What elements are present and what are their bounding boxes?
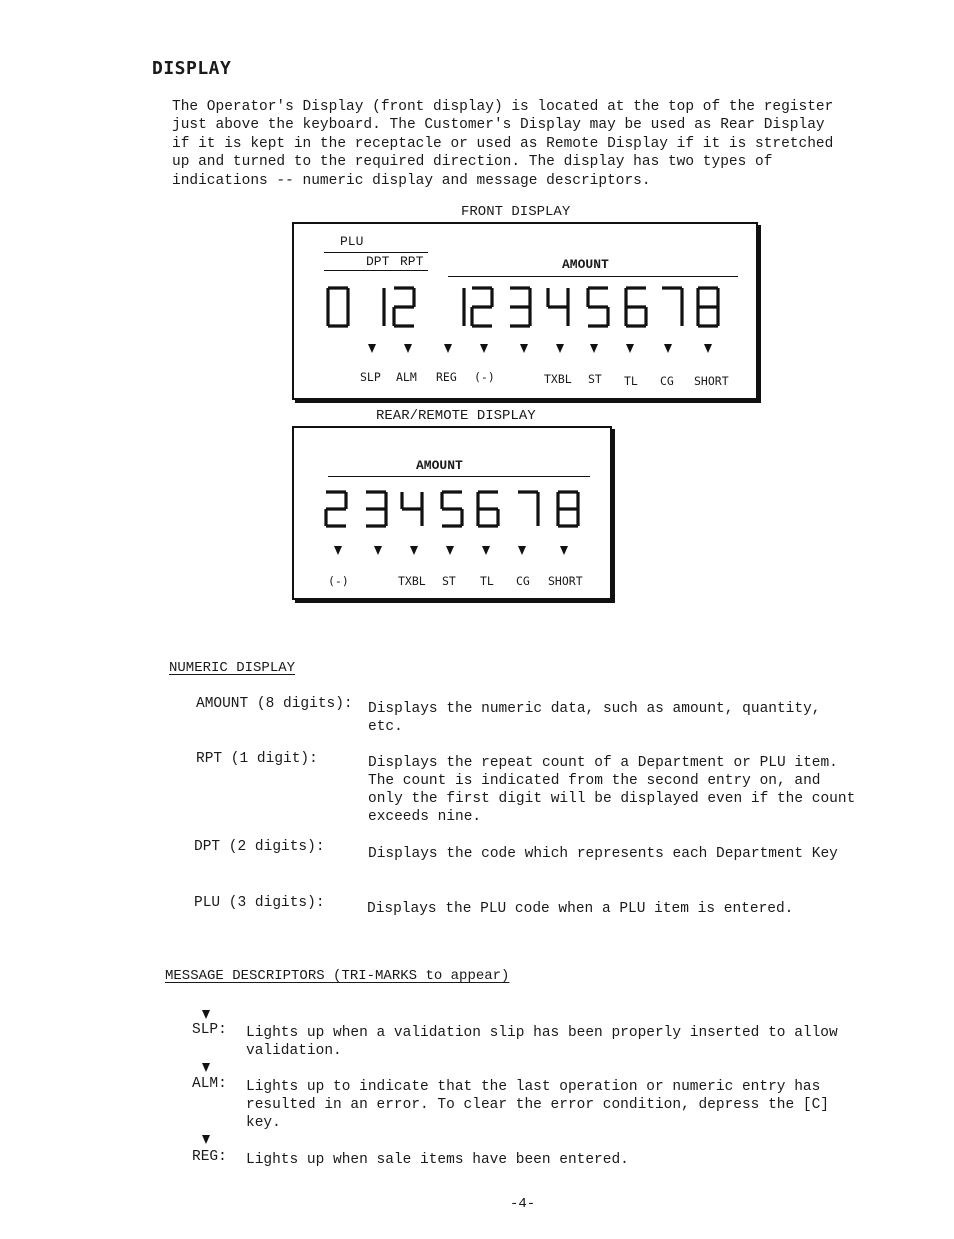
term-rpt: RPT (1 digit): [196, 751, 318, 767]
trimark-icon [368, 344, 376, 353]
seven-segment-digit [546, 286, 570, 328]
trimark-icon [444, 344, 452, 353]
rear-trimark-row [294, 546, 614, 558]
page-title: DISPLAY [152, 58, 232, 79]
display-digit [546, 286, 570, 328]
definition-line: The count is indicated from the second entry on, and [368, 773, 821, 789]
seven-segment-digit [470, 286, 494, 328]
definition-reg [246, 1151, 880, 1169]
intro-line: just above the keyboard. The Customer's Display may be used as Rear Display [172, 117, 825, 134]
descriptor-slp: SLP [360, 370, 381, 384]
slp-trimark-icon [202, 1010, 210, 1019]
front-digit-row [294, 284, 760, 334]
descriptor-short: SHORT [694, 374, 729, 388]
trimark-icon [404, 344, 412, 353]
front-display-caption: FRONT DISPLAY [461, 204, 571, 220]
plu-label: PLU [340, 234, 364, 249]
display-digit [508, 286, 532, 328]
term-slp: SLP: [192, 1022, 227, 1038]
rear-digit-row [294, 490, 614, 536]
display-digit [362, 286, 386, 328]
display-digit [392, 286, 416, 328]
descriptor-minus: (-) [474, 370, 495, 384]
rear-descriptor-short: SHORT [548, 574, 583, 588]
display-digit [624, 286, 648, 328]
display-digit [440, 490, 464, 528]
seven-segment-digit [556, 490, 580, 528]
display-digit [364, 490, 388, 528]
definition-line: only the first digit will be displayed even if the count [368, 791, 856, 807]
alm-trimark-icon [202, 1063, 210, 1072]
display-digit [476, 490, 500, 528]
definition-line: exceeds nine. [368, 809, 482, 825]
seven-segment-digit [364, 490, 388, 528]
plu-rule [324, 252, 428, 253]
definition-slp [246, 1024, 880, 1060]
amount-label: AMOUNT [562, 257, 609, 272]
descriptor-reg: REG [436, 370, 457, 384]
seven-segment-digit [392, 286, 416, 328]
term-reg: REG: [192, 1149, 227, 1165]
term-alm: ALM: [192, 1076, 227, 1092]
definition-line: Lights up to indicate that the last operation or numeric entry has [246, 1079, 821, 1095]
amount-rule [448, 276, 738, 277]
intro-line: if it is kept in the receptacle or used as Remote Display if it is stretched [172, 135, 834, 152]
rear-descriptor-tl: TL [480, 574, 494, 588]
front-display-panel [292, 222, 758, 400]
dpt-label: DPT [366, 254, 390, 269]
trimark-icon [410, 546, 418, 555]
definition-line: Lights up when sale items have been entered. [246, 1152, 629, 1168]
seven-segment-digit [696, 286, 720, 328]
definition-plu [367, 900, 877, 918]
definition-alm [246, 1078, 880, 1132]
seven-segment-digit [660, 286, 684, 328]
display-digit [660, 286, 684, 328]
display-digit [516, 490, 540, 528]
front-trimark-row [294, 344, 760, 356]
seven-segment-digit [362, 286, 386, 328]
intro-paragraph [172, 98, 884, 190]
trimark-icon [556, 344, 564, 353]
descriptor-st: ST [588, 372, 602, 386]
numeric-display-heading: NUMERIC DISPLAY [169, 660, 296, 676]
trimark-icon [626, 344, 634, 353]
display-digit [400, 490, 424, 528]
rear-descriptor-txbl: TXBL [398, 574, 426, 588]
display-digit [470, 286, 494, 328]
trimark-icon [560, 546, 568, 555]
definition-line: key. [246, 1115, 281, 1131]
intro-line: up and turned to the required direction. The display has two types of [172, 154, 773, 171]
trimark-icon [482, 546, 490, 555]
trimark-icon [520, 344, 528, 353]
rpt-label: RPT [400, 254, 424, 269]
definition-line: Displays the PLU code when a PLU item is entered. [367, 901, 794, 917]
trimark-icon [334, 546, 342, 555]
trimark-icon [590, 344, 598, 353]
trimark-icon [704, 344, 712, 353]
trimark-icon [446, 546, 454, 555]
intro-line: The Operator's Display (front display) is located at the top of the register [172, 99, 834, 115]
descriptor-txbl: TXBL [544, 372, 572, 386]
definition-rpt [368, 754, 878, 826]
definition-line: Lights up when a validation slip has been properly inserted to allow [246, 1025, 838, 1041]
reg-trimark-icon [202, 1135, 210, 1144]
descriptor-tl: TL [624, 374, 638, 388]
display-digit [696, 286, 720, 328]
trimark-icon [518, 546, 526, 555]
definition-line: resulted in an error. To clear the error condition, depress the [C] [246, 1097, 829, 1113]
rear-descriptor-st: ST [442, 574, 456, 588]
definition-dpt [368, 845, 878, 863]
definition-line: Displays the numeric data, such as amount, quantity, [368, 701, 821, 717]
rear-display-caption: REAR/REMOTE DISPLAY [376, 408, 536, 424]
term-dpt: DPT (2 digits): [194, 839, 325, 855]
seven-segment-digit [324, 490, 348, 528]
page-number: -4- [510, 1196, 536, 1212]
display-digit [326, 286, 350, 328]
term-plu: PLU (3 digits): [194, 895, 325, 911]
definition-amount [368, 700, 878, 736]
rear-descriptor-cg: CG [516, 574, 530, 588]
intro-line: indications -- numeric display and message descriptors. [172, 172, 651, 189]
descriptor-alm: ALM [396, 370, 417, 384]
trimark-icon [664, 344, 672, 353]
seven-segment-digit [624, 286, 648, 328]
rear-descriptor-minus: (-) [328, 574, 349, 588]
dpt-rpt-rule [324, 270, 428, 271]
trimark-icon [374, 546, 382, 555]
term-amount: AMOUNT (8 digits): [196, 696, 353, 712]
seven-segment-digit [516, 490, 540, 528]
definition-line: validation. [246, 1043, 342, 1059]
definition-line: Displays the repeat count of a Department or PLU item. [368, 755, 838, 771]
rear-amount-label: AMOUNT [416, 458, 463, 473]
seven-segment-digit [476, 490, 500, 528]
display-digit [442, 286, 466, 328]
display-digit [556, 490, 580, 528]
rear-display-panel [292, 426, 612, 600]
definition-line: etc. [368, 719, 403, 735]
trimark-icon [480, 344, 488, 353]
message-descriptors-heading: MESSAGE DESCRIPTORS (TRI-MARKS to appear) [165, 968, 510, 984]
display-digit [586, 286, 610, 328]
display-digit [324, 490, 348, 528]
rear-amount-rule [328, 476, 590, 477]
seven-segment-digit [440, 490, 464, 528]
definition-line: Displays the code which represents each Department Key [368, 846, 838, 862]
seven-segment-digit [442, 286, 466, 328]
seven-segment-digit [586, 286, 610, 328]
descriptor-cg: CG [660, 374, 674, 388]
seven-segment-digit [400, 490, 424, 528]
seven-segment-digit [508, 286, 532, 328]
seven-segment-digit [326, 286, 350, 328]
